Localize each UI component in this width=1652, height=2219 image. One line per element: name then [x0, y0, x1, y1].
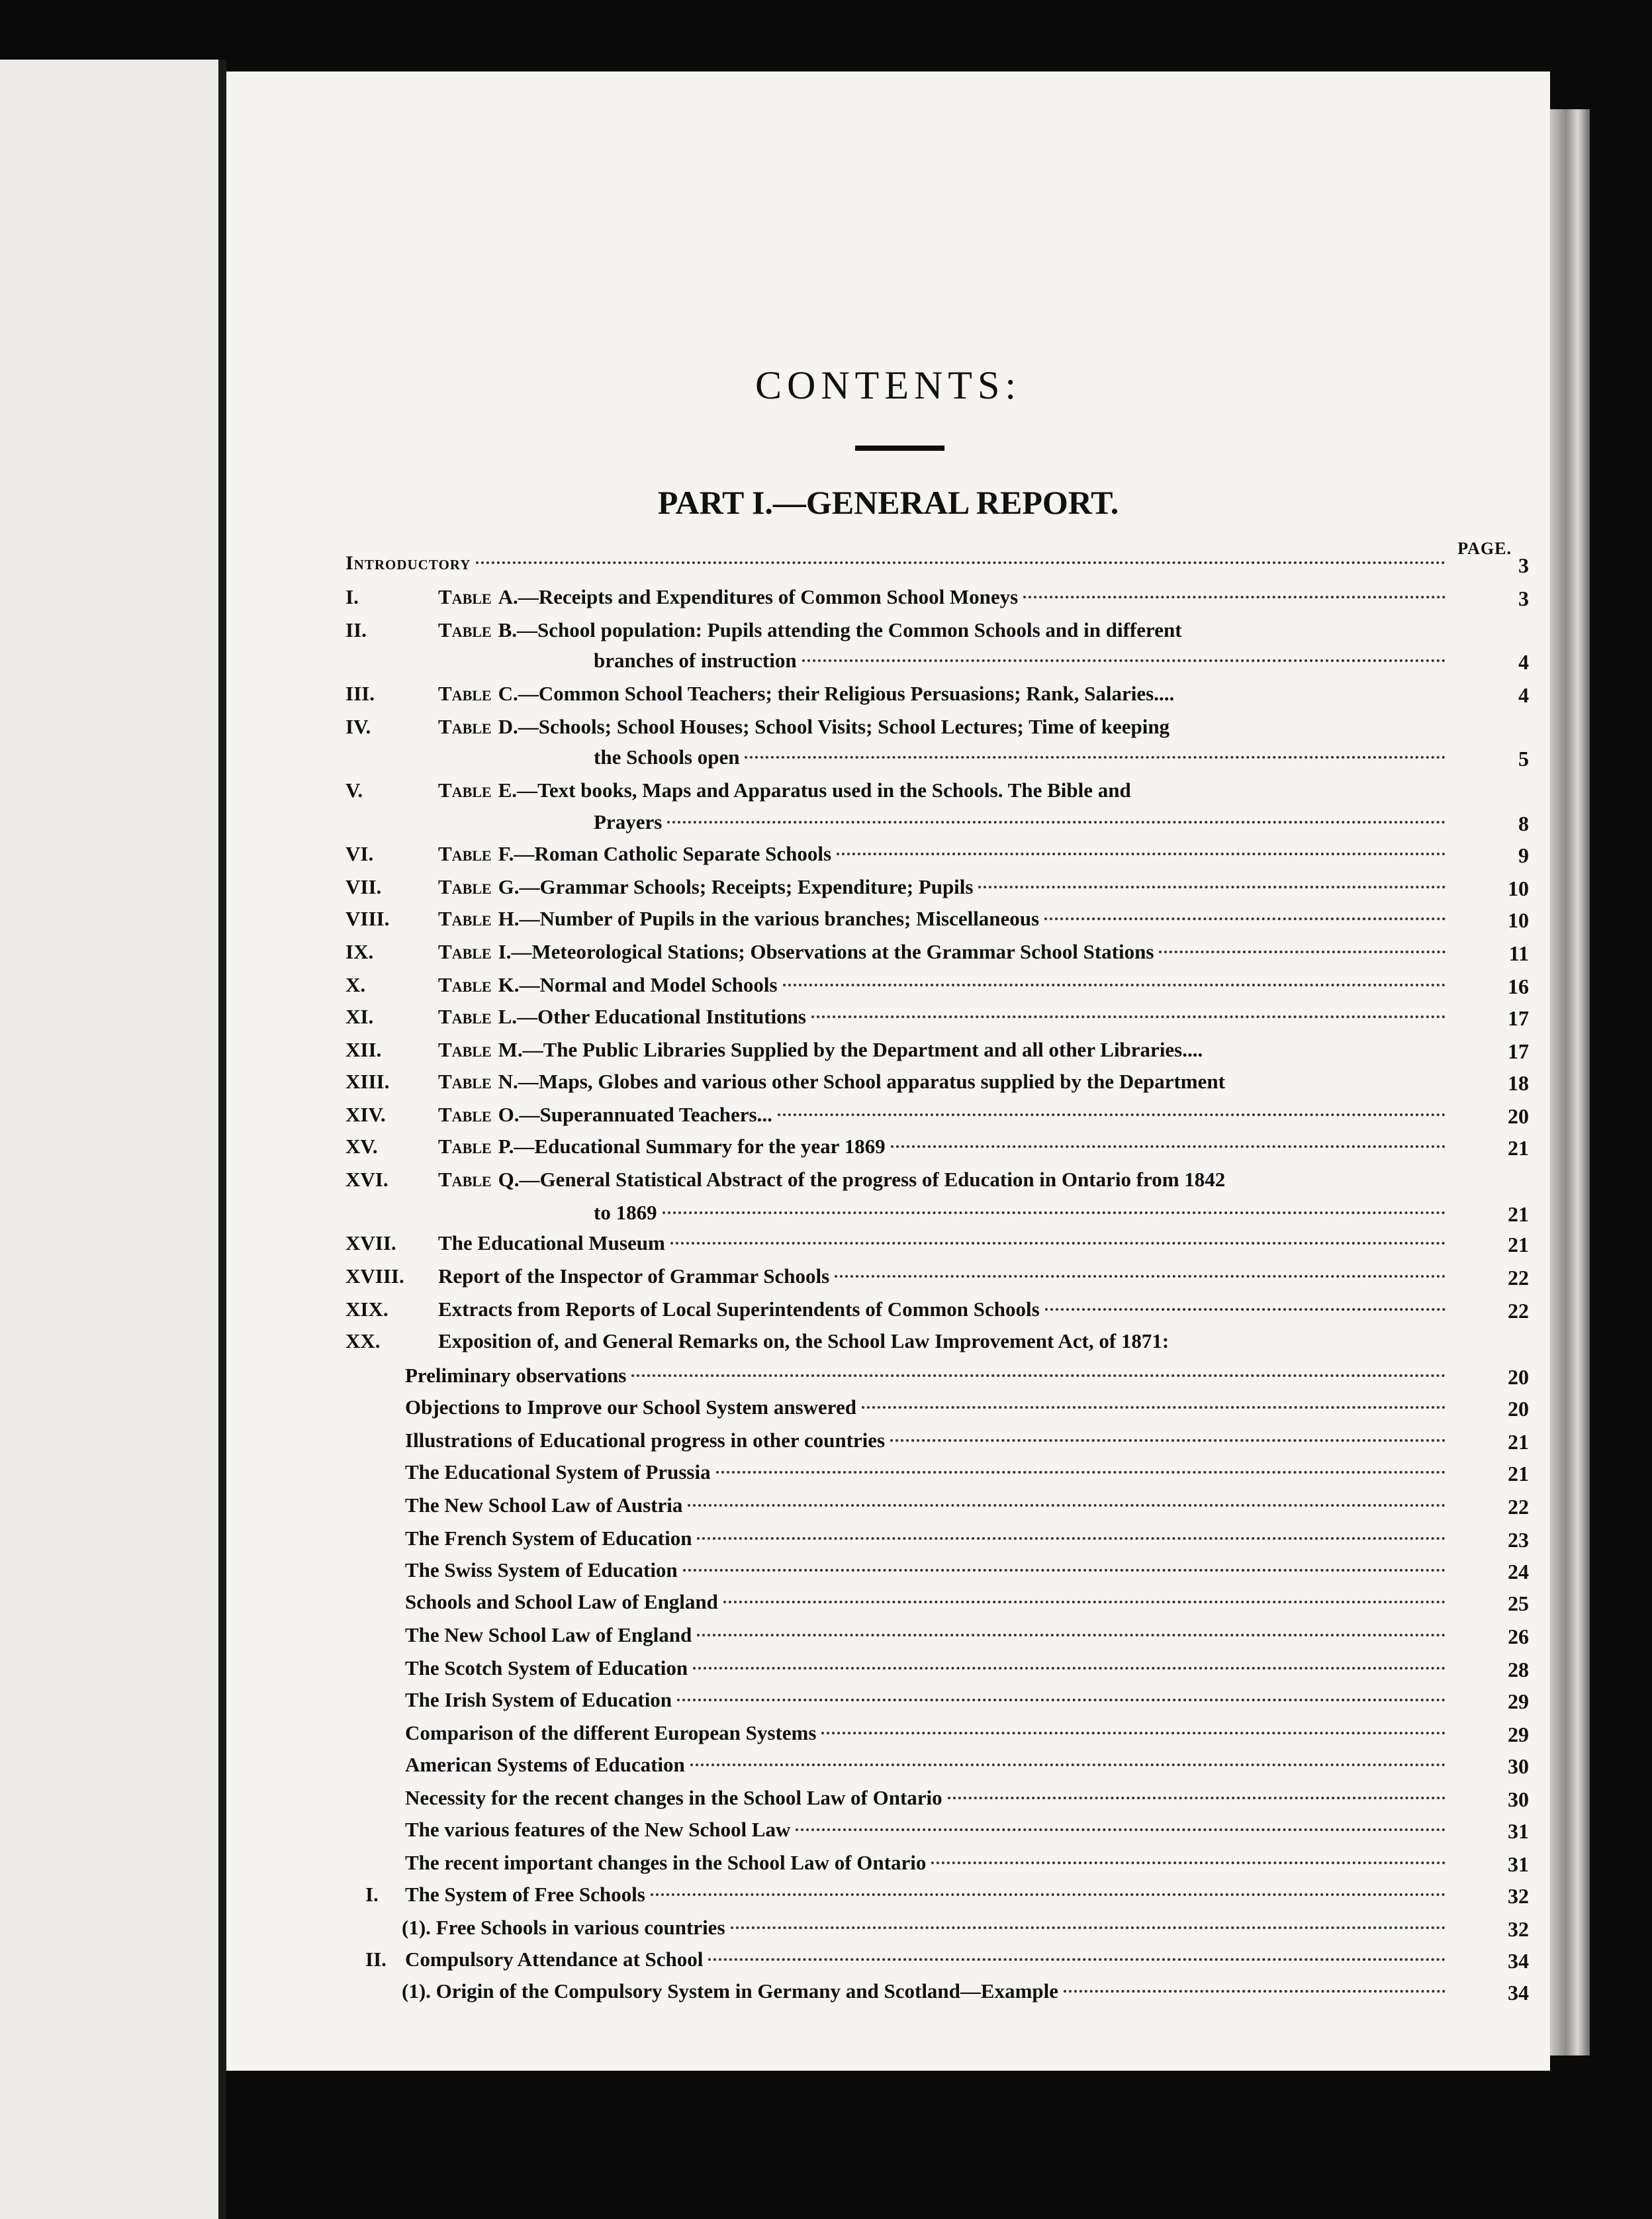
dot-leader	[631, 1374, 1446, 1377]
page-number: 21	[1508, 1233, 1529, 1256]
table-label: Table	[438, 1168, 492, 1191]
toc-entry	[405, 1527, 1451, 1560]
table-of-contents	[226, 71, 1550, 2071]
dot-leader	[690, 1764, 1446, 1766]
toc-entry	[405, 1590, 1451, 1623]
page-number: 28	[1508, 1658, 1529, 1681]
toc-entry	[345, 907, 1451, 940]
dot-leader	[1023, 596, 1446, 598]
toc-entry-title: Comparison of the different European Systems	[405, 1721, 817, 1744]
toc-entry	[594, 745, 1451, 779]
page-number: 11	[1508, 941, 1529, 965]
toc-entry	[402, 1979, 1451, 2012]
toc-entry-number: II.	[345, 618, 367, 641]
dot-leader	[862, 1406, 1446, 1409]
toc-entry	[365, 1883, 1451, 1916]
toc-entry	[345, 1298, 1451, 1331]
toc-entry	[405, 1364, 1451, 1397]
page-number: 21	[1508, 1462, 1529, 1486]
page-number: 4	[1518, 683, 1529, 707]
dot-leader	[1064, 1990, 1446, 1993]
toc-entry	[345, 842, 1451, 875]
toc-entry-title: The New School Law of England	[405, 1623, 692, 1646]
toc-entry-title: C.—Common School Teachers; their Religious Persuasions; Rank, Salaries....	[498, 682, 1175, 705]
toc-entry	[345, 1135, 1451, 1168]
toc-entry-title: H.—Number of Pupils in the various branches; Miscellaneous	[498, 907, 1040, 930]
page-number: 23	[1508, 1528, 1529, 1552]
part-title: PART I.—GENERAL REPORT.	[657, 484, 1119, 521]
toc-entry-title: P.—Educational Summary for the year 1869	[498, 1135, 886, 1158]
toc-entry	[405, 1786, 1451, 1819]
toc-entry	[405, 1395, 1451, 1429]
table-label: Table	[438, 1070, 492, 1093]
page-number: 31	[1508, 1819, 1529, 1843]
toc-entry-title: Prayers	[594, 810, 663, 833]
page-number: 29	[1508, 1689, 1529, 1713]
page-number: 30	[1508, 1754, 1529, 1778]
toc-entry	[345, 682, 1451, 715]
page-number: 20	[1508, 1397, 1529, 1421]
dot-leader	[670, 1242, 1446, 1245]
toc-entry	[345, 1168, 1451, 1201]
toc-entry-title: The recent important changes in the School Law of Ontario	[405, 1851, 927, 1874]
toc-entry	[405, 1460, 1451, 1493]
dot-leader	[731, 1926, 1446, 1929]
toc-entry-title: (1). Free Schools in various countries	[402, 1916, 725, 1939]
page-number: 34	[1508, 1981, 1529, 2005]
table-label: Table	[438, 715, 492, 738]
toc-entry	[405, 1429, 1451, 1462]
table-label: Table	[438, 682, 492, 705]
page-number: 29	[1508, 1723, 1529, 1746]
page-number: 32	[1508, 1917, 1529, 1941]
toc-entry	[365, 1948, 1451, 1981]
toc-entry	[345, 1070, 1451, 1103]
toc-entry-title: Report of the Inspector of Grammar Schools	[438, 1264, 830, 1288]
toc-entry-number: XVI.	[345, 1168, 389, 1191]
toc-entry-number: I.	[345, 585, 359, 608]
page-number: 21	[1508, 1136, 1529, 1160]
dot-leader	[677, 1699, 1446, 1701]
toc-entry-title: Compulsory Attendance at School	[405, 1948, 704, 1971]
toc-entry-title: branches of instruction	[594, 649, 797, 672]
table-label: Table	[438, 875, 492, 898]
toc-entry-number: IV.	[345, 715, 371, 738]
toc-entry	[345, 552, 1451, 585]
dot-leader	[1045, 1308, 1446, 1311]
toc-entry-title: The Irish System of Education	[405, 1688, 672, 1711]
page-number: 18	[1508, 1071, 1529, 1095]
table-label: Table	[438, 585, 492, 608]
toc-entry-title: The Scotch System of Education	[405, 1656, 688, 1679]
toc-entry-number: Introductory	[345, 552, 471, 574]
toc-entry-title: O.—Superannuated Teachers...	[498, 1103, 772, 1126]
toc-entry-title: Q.—General Statistical Abstract of the progress of Education in Ontario from 1842	[498, 1168, 1226, 1191]
dot-leader	[697, 1537, 1446, 1540]
toc-entry	[345, 1231, 1451, 1264]
toc-entry-number: XIV.	[345, 1103, 386, 1126]
page-number: 22	[1508, 1299, 1529, 1323]
toc-entry-title: The French System of Education	[405, 1527, 692, 1550]
table-label: Table	[438, 1005, 492, 1028]
page-number: 22	[1508, 1495, 1529, 1519]
toc-entry-number: XIII.	[345, 1070, 390, 1093]
toc-entry-number: I.	[365, 1883, 379, 1906]
toc-entry	[345, 1005, 1451, 1038]
dot-leader	[476, 561, 1446, 564]
toc-entry-number: X.	[345, 973, 366, 996]
toc-entry-number: XI.	[345, 1005, 374, 1028]
toc-entry-number: XV.	[345, 1135, 378, 1158]
dot-leader	[1159, 951, 1446, 953]
toc-entry	[345, 715, 1451, 748]
dot-leader	[693, 1667, 1446, 1670]
contents-page	[226, 71, 1550, 2071]
table-label: Table	[438, 618, 492, 641]
page-number: 10	[1508, 908, 1529, 932]
dot-leader	[745, 756, 1446, 759]
page-number: 32	[1508, 1884, 1529, 1908]
dot-leader	[1044, 918, 1446, 920]
dot-leader	[796, 1828, 1446, 1831]
toc-entry-number: XX.	[345, 1329, 381, 1352]
toc-entry-title: The New School Law of Austria	[405, 1493, 683, 1517]
page-number: 4	[1518, 650, 1529, 674]
page-number: 31	[1508, 1852, 1529, 1876]
dot-leader	[821, 1732, 1446, 1734]
table-label: Table	[438, 973, 492, 996]
toc-entry-title: (1). Origin of the Compulsory System in Germany and Scotland—Example	[402, 1979, 1059, 2003]
dot-leader	[778, 1113, 1446, 1116]
toc-entry-title: L.—Other Educational Institutions	[498, 1005, 806, 1028]
toc-entry-number: V.	[345, 779, 363, 802]
table-label: Table	[438, 907, 492, 930]
page-number: 17	[1508, 1039, 1529, 1063]
toc-entry-title: the Schools open	[594, 745, 740, 769]
toc-entry-number: XII.	[345, 1038, 382, 1061]
toc-entry	[345, 973, 1451, 1006]
toc-entry-number: III.	[345, 682, 375, 705]
dot-leader	[890, 1439, 1446, 1442]
page-number: 25	[1508, 1591, 1529, 1615]
toc-entry-number: XVIII.	[345, 1264, 404, 1288]
dot-leader	[978, 886, 1446, 888]
toc-entry-number: XVII.	[345, 1231, 396, 1254]
toc-entry-title: Illustrations of Educational progress in other countries	[405, 1429, 886, 1452]
toc-entry-title: E.—Text books, Maps and Apparatus used in the Schools. The Bible and	[498, 779, 1131, 802]
page-number: 30	[1508, 1787, 1529, 1811]
page-number: 9	[1518, 843, 1529, 867]
dot-leader	[663, 1211, 1446, 1214]
dot-leader	[837, 853, 1446, 855]
toc-entry-title: K.—Normal and Model Schools	[498, 973, 778, 996]
facing-page	[0, 60, 218, 2219]
page-edge	[1550, 109, 1590, 2055]
dot-leader	[708, 1958, 1446, 1961]
dot-leader	[651, 1893, 1446, 1896]
toc-entry	[345, 1264, 1451, 1298]
toc-entry-number: IX.	[345, 940, 374, 963]
page-number: 21	[1508, 1430, 1529, 1454]
dot-leader	[811, 1015, 1446, 1018]
toc-entry	[405, 1688, 1451, 1721]
dot-leader	[891, 1145, 1446, 1148]
contents-title: CONTENTS:	[755, 363, 1021, 407]
toc-entry-title: to 1869	[594, 1201, 657, 1224]
toc-entry-title: American Systems of Education	[405, 1753, 685, 1776]
toc-entry	[405, 1818, 1451, 1851]
toc-entry-title: The Swiss System of Education	[405, 1558, 678, 1582]
toc-entry-title: M.—The Public Libraries Supplied by the Department and all other Libraries....	[498, 1038, 1203, 1061]
toc-entry	[345, 585, 1451, 618]
toc-entry	[345, 875, 1451, 908]
toc-entry	[594, 1201, 1451, 1234]
dot-leader	[948, 1797, 1446, 1799]
toc-entry-title: I.—Meteorological Stations; Observations at the Grammar School Stations	[498, 940, 1154, 963]
page-number: 34	[1508, 1949, 1529, 1973]
table-label: Table	[438, 940, 492, 963]
page-number: 5	[1518, 747, 1529, 771]
toc-entry	[345, 1038, 1451, 1071]
page-number: 20	[1508, 1104, 1529, 1128]
table-label: Table	[438, 1103, 492, 1126]
toc-entry	[345, 1103, 1451, 1136]
dot-leader	[688, 1504, 1446, 1507]
toc-entry	[345, 779, 1451, 812]
dot-leader	[716, 1471, 1446, 1474]
dot-leader	[683, 1569, 1446, 1572]
table-label: Table	[438, 1135, 492, 1158]
toc-entry-number: XIX.	[345, 1298, 389, 1321]
toc-entry-title: F.—Roman Catholic Separate Schools	[498, 842, 832, 865]
toc-entry	[405, 1753, 1451, 1786]
dot-leader	[783, 984, 1446, 986]
toc-entry-title: The Educational Museum	[438, 1231, 665, 1254]
toc-entry-title: The System of Free Schools	[405, 1883, 645, 1906]
toc-entry	[405, 1721, 1451, 1754]
table-label: Table	[438, 779, 492, 802]
gutter	[218, 60, 226, 2219]
page-number: 24	[1508, 1560, 1529, 1583]
toc-entry-number: VIII.	[345, 907, 390, 930]
toc-entry-title: B.—School population: Pupils attending the Common Schools and in different	[498, 618, 1182, 641]
toc-entry-title: The various features of the New School Law	[405, 1818, 791, 1841]
toc-entry	[405, 1558, 1451, 1591]
toc-entry	[345, 940, 1451, 973]
page-number: 3	[1518, 553, 1529, 577]
page-number: 16	[1508, 974, 1529, 998]
toc-entry	[402, 1916, 1451, 1949]
toc-entry-title: Preliminary observations	[405, 1364, 627, 1387]
page-number: 26	[1508, 1625, 1529, 1648]
page-number: 10	[1508, 876, 1529, 900]
dot-leader	[697, 1634, 1446, 1636]
page-column-header: PAGE.	[1457, 539, 1512, 558]
toc-entry-title: G.—Grammar Schools; Receipts; Expenditure; Pupils	[498, 875, 974, 898]
toc-entry-number: II.	[365, 1948, 387, 1971]
table-label: Table	[438, 842, 492, 865]
toc-entry-number: VI.	[345, 842, 374, 865]
toc-entry-title: N.—Maps, Globes and various other School apparatus supplied by the Department	[498, 1070, 1225, 1093]
toc-entry-title: The Educational System of Prussia	[405, 1460, 711, 1484]
dot-leader	[723, 1601, 1446, 1603]
toc-entry	[405, 1656, 1451, 1689]
page-number: 3	[1518, 587, 1529, 610]
toc-entry	[405, 1851, 1451, 1884]
toc-entry-title: Schools and School Law of England	[405, 1590, 718, 1613]
toc-entry-title: D.—Schools; School Houses; School Visits; School Lectures; Time of keeping	[498, 715, 1170, 738]
toc-entry-title: Extracts from Reports of Local Superintendents of Common Schools	[438, 1298, 1040, 1321]
toc-entry-title: Objections to Improve our School System answered	[405, 1395, 856, 1419]
dot-leader	[667, 821, 1446, 824]
toc-entry	[345, 1329, 1451, 1362]
toc-entry	[594, 649, 1451, 682]
toc-entry-title: A.—Receipts and Expenditures of Common School Moneys	[498, 585, 1019, 608]
page-number: 8	[1518, 812, 1529, 835]
page-number: 17	[1508, 1006, 1529, 1030]
dot-leader	[931, 1862, 1446, 1864]
toc-entry	[405, 1493, 1451, 1527]
toc-entry-title: Exposition of, and General Remarks on, the School Law Improvement Act, of 1871:	[438, 1329, 1170, 1352]
table-label: Table	[438, 1038, 492, 1061]
toc-entry	[594, 810, 1451, 843]
page-number: 20	[1508, 1365, 1529, 1389]
page-number: 22	[1508, 1266, 1529, 1290]
dot-leader	[802, 659, 1446, 662]
toc-entry-number: VII.	[345, 875, 382, 898]
dot-leader	[835, 1275, 1446, 1278]
toc-entry	[345, 618, 1451, 651]
toc-entry-title: Necessity for the recent changes in the School Law of Ontario	[405, 1786, 942, 1809]
toc-entry	[405, 1623, 1451, 1656]
page-number: 21	[1508, 1202, 1529, 1226]
